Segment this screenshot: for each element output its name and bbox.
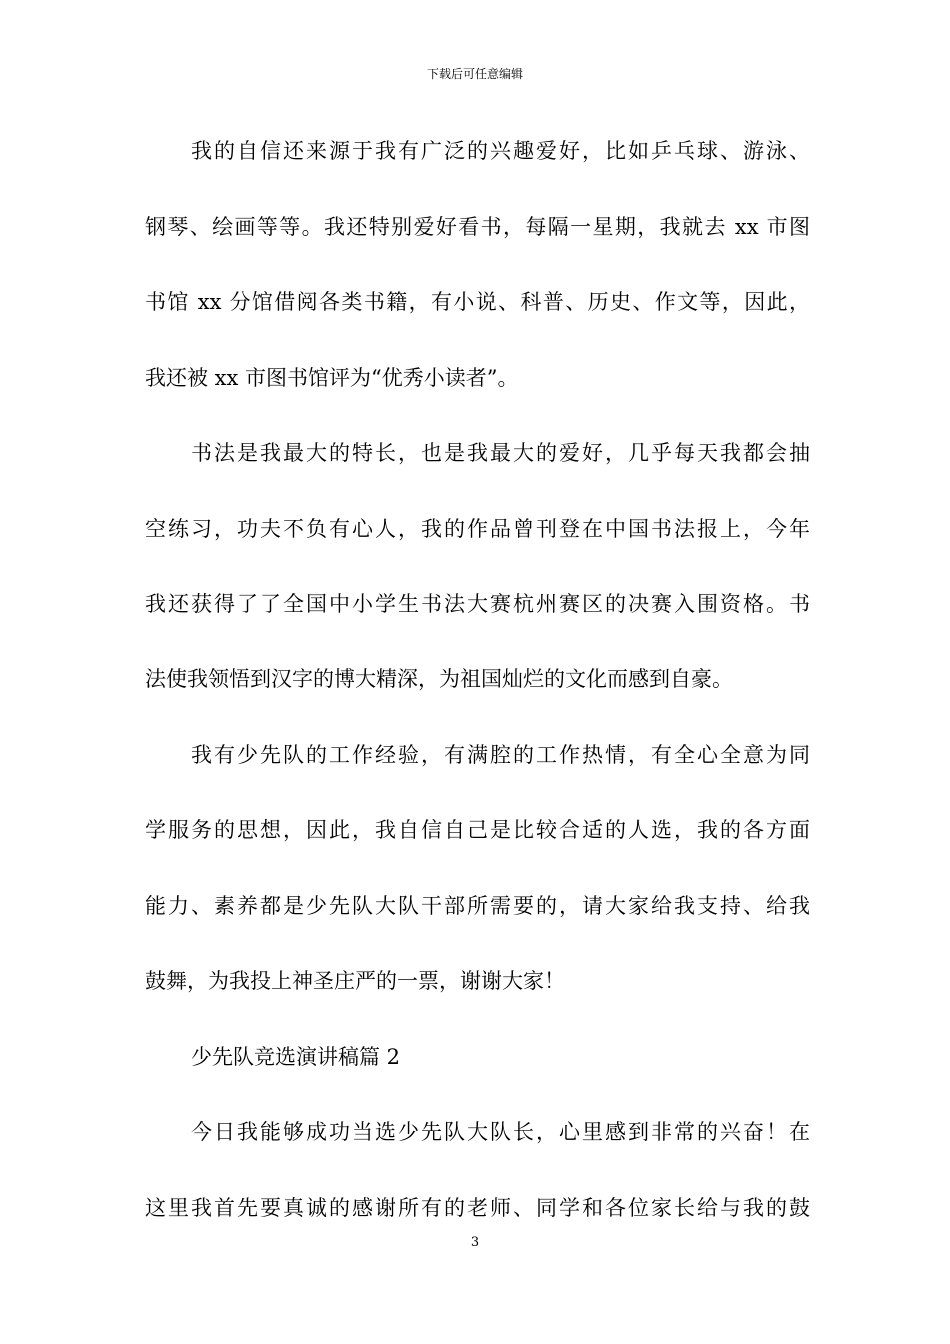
text-line: 今日我能够成功当选少先队大队长，心里感到非常的兴奋！在 (191, 1120, 810, 1144)
text-line: 我还被 xx 市图书馆评为“优秀小读者”。 (145, 366, 519, 390)
text-line: 书法是我最大的特长，也是我最大的爱好，几乎每天我都会抽 (191, 441, 810, 465)
text-line: 鼓舞，为我投上神圣庄严的一票，谢谢大家！ (145, 969, 565, 993)
text-line: 我的自信还来源于我有广泛的兴趣爱好，比如乒乓球、游泳、 (191, 139, 810, 163)
text-line: 书馆 xx 分馆借阅各类书籍，有小说、科普、历史、作文等，因此， (145, 290, 810, 314)
text-line: 法使我领悟到汉字的博大精深，为祖国灿烂的文化而感到自豪。 (145, 667, 733, 691)
text-line: 学服务的思想，因此，我自信自己是比较合适的人选，我的各方面 (145, 818, 810, 842)
text-line: 空练习，功夫不负有心人，我的作品曾刊登在中国书法报上，今年 (145, 517, 810, 541)
page-header: 下载后可任意编辑 (426, 67, 523, 81)
page-number: 3 (470, 1235, 480, 1250)
text-line: 这里我首先要真诚的感谢所有的老师、同学和各位家长给与我的鼓 (145, 1196, 810, 1220)
text-line: 钢琴、绘画等等。我还特别爱好看书，每隔一星期，我就去 xx 市图 (145, 215, 810, 239)
text-line: 我还获得了了全国中小学生书法大赛杭州赛区的决赛入围资格。书 (145, 592, 810, 616)
text-line: 能力、素养都是少先队大队干部所需要的，请大家给我支持、给我 (145, 894, 810, 918)
text-line: 我有少先队的工作经验，有满腔的工作热情，有全心全意为同 (191, 743, 810, 767)
section-title: 少先队竞选演讲稿篇 2 (191, 1045, 401, 1069)
